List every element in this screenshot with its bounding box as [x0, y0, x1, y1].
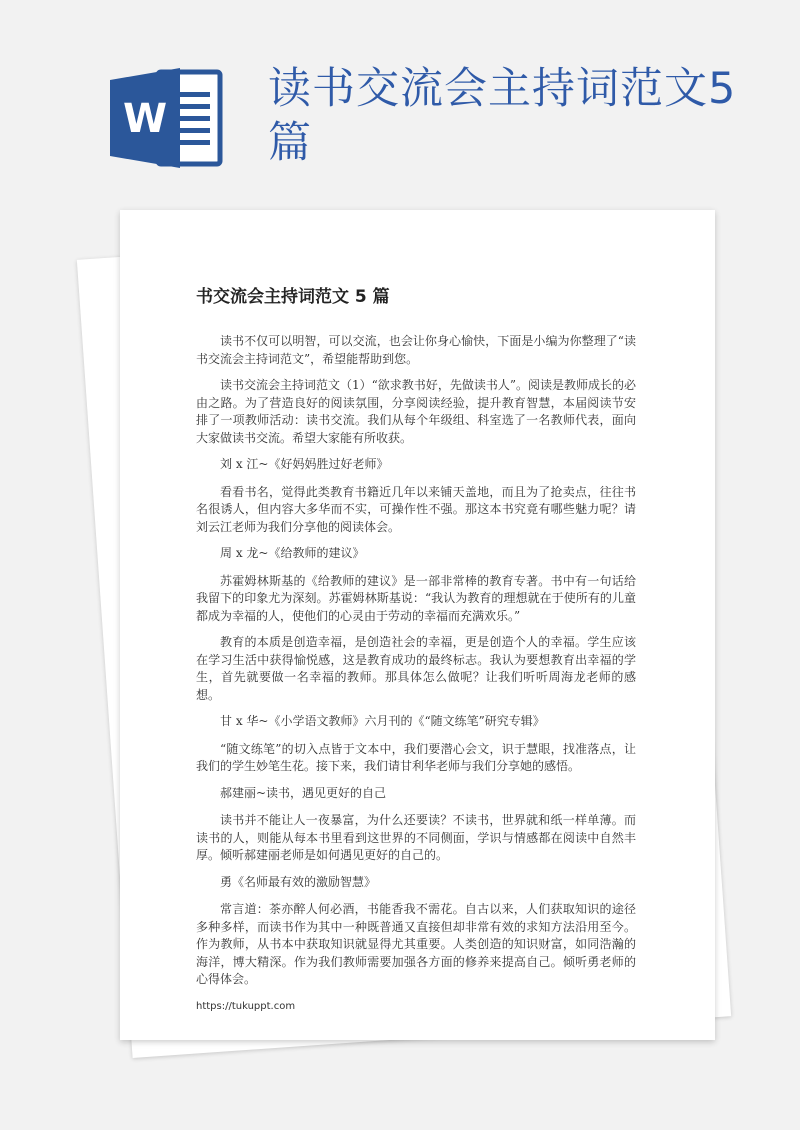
paragraph: 看看书名，觉得此类教育书籍近几年以来铺天盖地，而且为了抢卖点，往往书名很诱人，但内容大多华而不实，可操作性不强。那这本书究竟有哪些魅力呢？请刘云江老师为我们分享他的阅读体会。 — [196, 484, 636, 534]
page-title: 读书交流会主持词范文5篇 — [268, 64, 737, 168]
paragraph: 教育的本质是创造幸福，是创造社会的幸福，更是创造个人的幸福。学生应该在学习生活中获得愉悦感，这是教育成功的最终标志。我认为要想教育出幸福的学生，首先就要做一名幸福的教师。那具体怎么做呢？让我们听听周海龙老师的感想。 — [196, 635, 636, 702]
word-logo — [110, 68, 230, 168]
paragraph: 常言道：茶亦醉人何必酒，书能香我不需花。自古以来，人们获取知识的途径多种多样，而读书作为其中一种既普通又直接但却非常有效的求知方法沿用至今。作为教师，从书本中获取知识就显得尤其重要。人类创造的知识财富，如同浩瀚的海洋，博大精深。作为我们教师需要加强各方面的修养来提高自己。倾听勇老师的心得体会。 — [196, 902, 636, 986]
paragraph: 读书并不能让人一夜暴富，为什么还要读？不读书，世界就和纸一样单薄。而读书的人，则能从每本书里看到这世界的不同侧面，学识与情感都在阅读中自然丰厚。倾听郝建丽老师是如何遇见更好的自己的。 — [196, 813, 636, 862]
paragraph-opening: 读书交流会主持词范文（1）“欲求教书好，先做读书人”。阅读是教师成长的必由之路。为了营造良好的阅读氛围，分享阅读经验，提升教育智慧，本届阅读节安排了一项教师活动：读书交流。我们从每个年级组、科室选了一名教师代表，面向大家做读书交流。希望大家能有所收获。 — [196, 378, 636, 445]
paragraph-intro: 读书不仅可以明智，可以交流，也会让你身心愉快，下面是小编为你整理了“读书交流会主持词范文”，希望能帮助到您。 — [196, 334, 636, 366]
speaker-heading: 刘 x 江~《好妈妈胜过好老师》 — [220, 457, 389, 471]
footer-url: https://tukuppt.com — [196, 1000, 296, 1012]
speaker-heading: 甘 x 华~《小学语文教师》六月刊的《“随文练笔”研究专辑》 — [220, 714, 545, 728]
svg-text:W: W — [122, 96, 168, 142]
word-icon — [110, 68, 230, 168]
paragraph: 苏霍姆林斯基的《给教师的建议》是一部非常棒的教育专著。书中有一句话给我留下的印象尤为深刻。苏霍姆林斯基说：“我认为教育的理想就在于使所有的儿童都成为幸福的人，使他们的心灵由于劳动的幸福而充满欢乐。” — [196, 573, 636, 623]
document-title: 书交流会主持词范文 5 篇 — [196, 287, 390, 307]
document-body — [196, 282, 636, 1012]
paragraph: “随文练笔”的切入点皆于文本中，我们要潜心会文，识于慧眼，找准落点，让我们的学生妙笔生花。接下来，我们请甘利华老师与我们分享她的感悟。 — [196, 741, 636, 773]
speaker-heading: 周 x 龙~《给教师的建议》 — [220, 546, 365, 560]
speaker-heading: 郝建丽~读书，遇见更好的自己 — [220, 785, 387, 800]
speaker-heading: 勇《名师最有效的激励智慧》 — [220, 874, 377, 889]
